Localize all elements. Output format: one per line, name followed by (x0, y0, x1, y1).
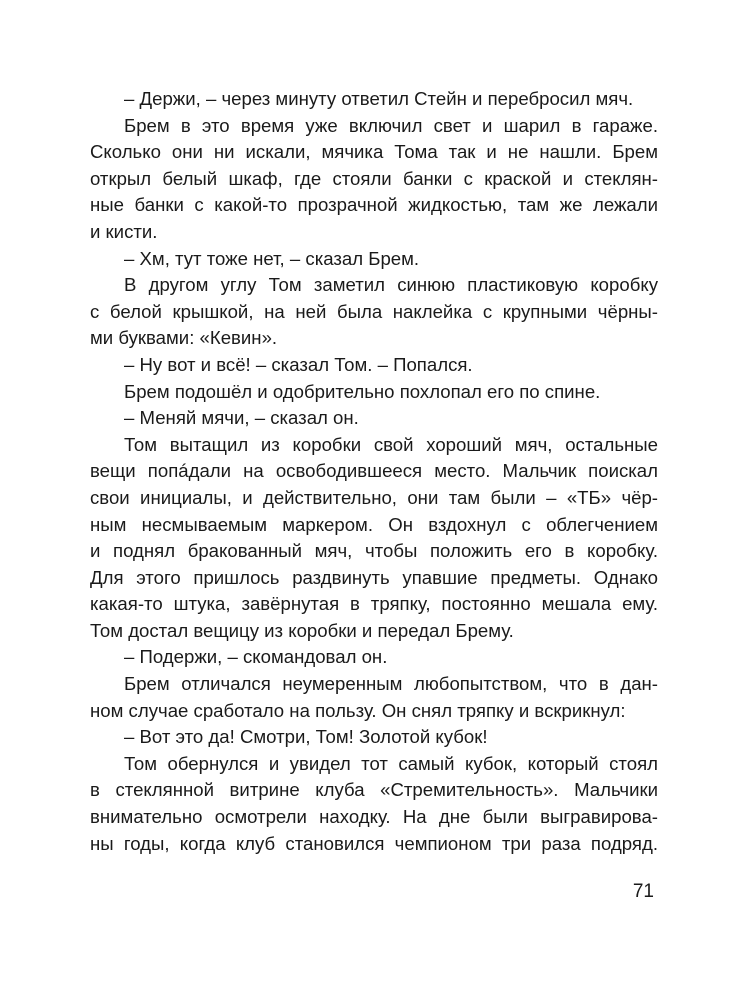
text-line: Сколько они ни искали, мячика Тома так и не нашли. Брем (90, 141, 658, 163)
text-line: вещи попáдали на освободившееся место. Мальчик поискал (90, 460, 658, 482)
text-line: внимательно осмотрели находку. На дне были выгравирова- (90, 806, 658, 828)
text-line: Брем отличался неумеренным любопытством, что в дан- (124, 673, 658, 695)
text-line: и поднял бракованный мяч, чтобы положить его в коробку. (90, 540, 658, 562)
book-page-text (90, 86, 658, 857)
text-line: Том вытащил из коробки свой хороший мяч, остальные (124, 433, 658, 455)
text-line: – Хм, тут тоже нет, – сказал Брем. (124, 247, 420, 269)
text-line: ном случае сработало на пользу. Он снял тряпку и вскрикнул: (90, 699, 626, 721)
text-line: с белой крышкой, на ней была наклейка с крупными чёрны- (90, 300, 658, 322)
text-line: свои инициалы, и действительно, они там были – «ТБ» чёр- (90, 486, 658, 508)
text-line: Брем в это время уже включил свет и шарил в гараже. (124, 114, 658, 136)
text-line: Том обернулся и увидел тот самый кубок, который стоял (124, 752, 658, 774)
text-line: – Вот это да! Смотри, Том! Золотой кубок! (124, 726, 488, 748)
text-line: в стеклянной витрине клуба «Стремительность». Мальчики (90, 779, 658, 801)
text-line: Для этого пришлось раздвинуть упавшие предметы. Однако (90, 566, 658, 588)
text-line: и кисти. (90, 220, 158, 242)
text-line: ным несмываемым маркером. Он вздохнул с облегчением (90, 513, 658, 535)
text-line: ми буквами: «Кевин». (90, 327, 278, 349)
text-line: Брем подошёл и одобрительно похлопал его по спине. (124, 380, 601, 402)
text-line: – Ну вот и всё! – сказал Том. – Попался. (124, 353, 473, 375)
text-line: ные банки с какой-то прозрачной жидкостью, там же лежали (90, 194, 658, 216)
page-number: 71 (632, 881, 654, 902)
text-line: ны годы, когда клуб становился чемпионом три раза подряд. (90, 832, 658, 854)
text-line: – Меняй мячи, – сказал он. (124, 407, 359, 429)
text-line: Том достал вещицу из коробки и передал Брему. (90, 619, 514, 641)
text-line: – Подержи, – скомандовал он. (124, 646, 388, 668)
text-line: – Держи, – через минуту ответил Стейн и перебросил мяч. (124, 88, 634, 109)
text-line: В другом углу Том заметил синюю пластиковую коробку (124, 274, 658, 296)
text-line: какая-то штука, завёрнутая в тряпку, постоянно мешала ему. (90, 593, 658, 615)
text-line: открыл белый шкаф, где стояли банки с краской и стеклян- (90, 167, 658, 189)
